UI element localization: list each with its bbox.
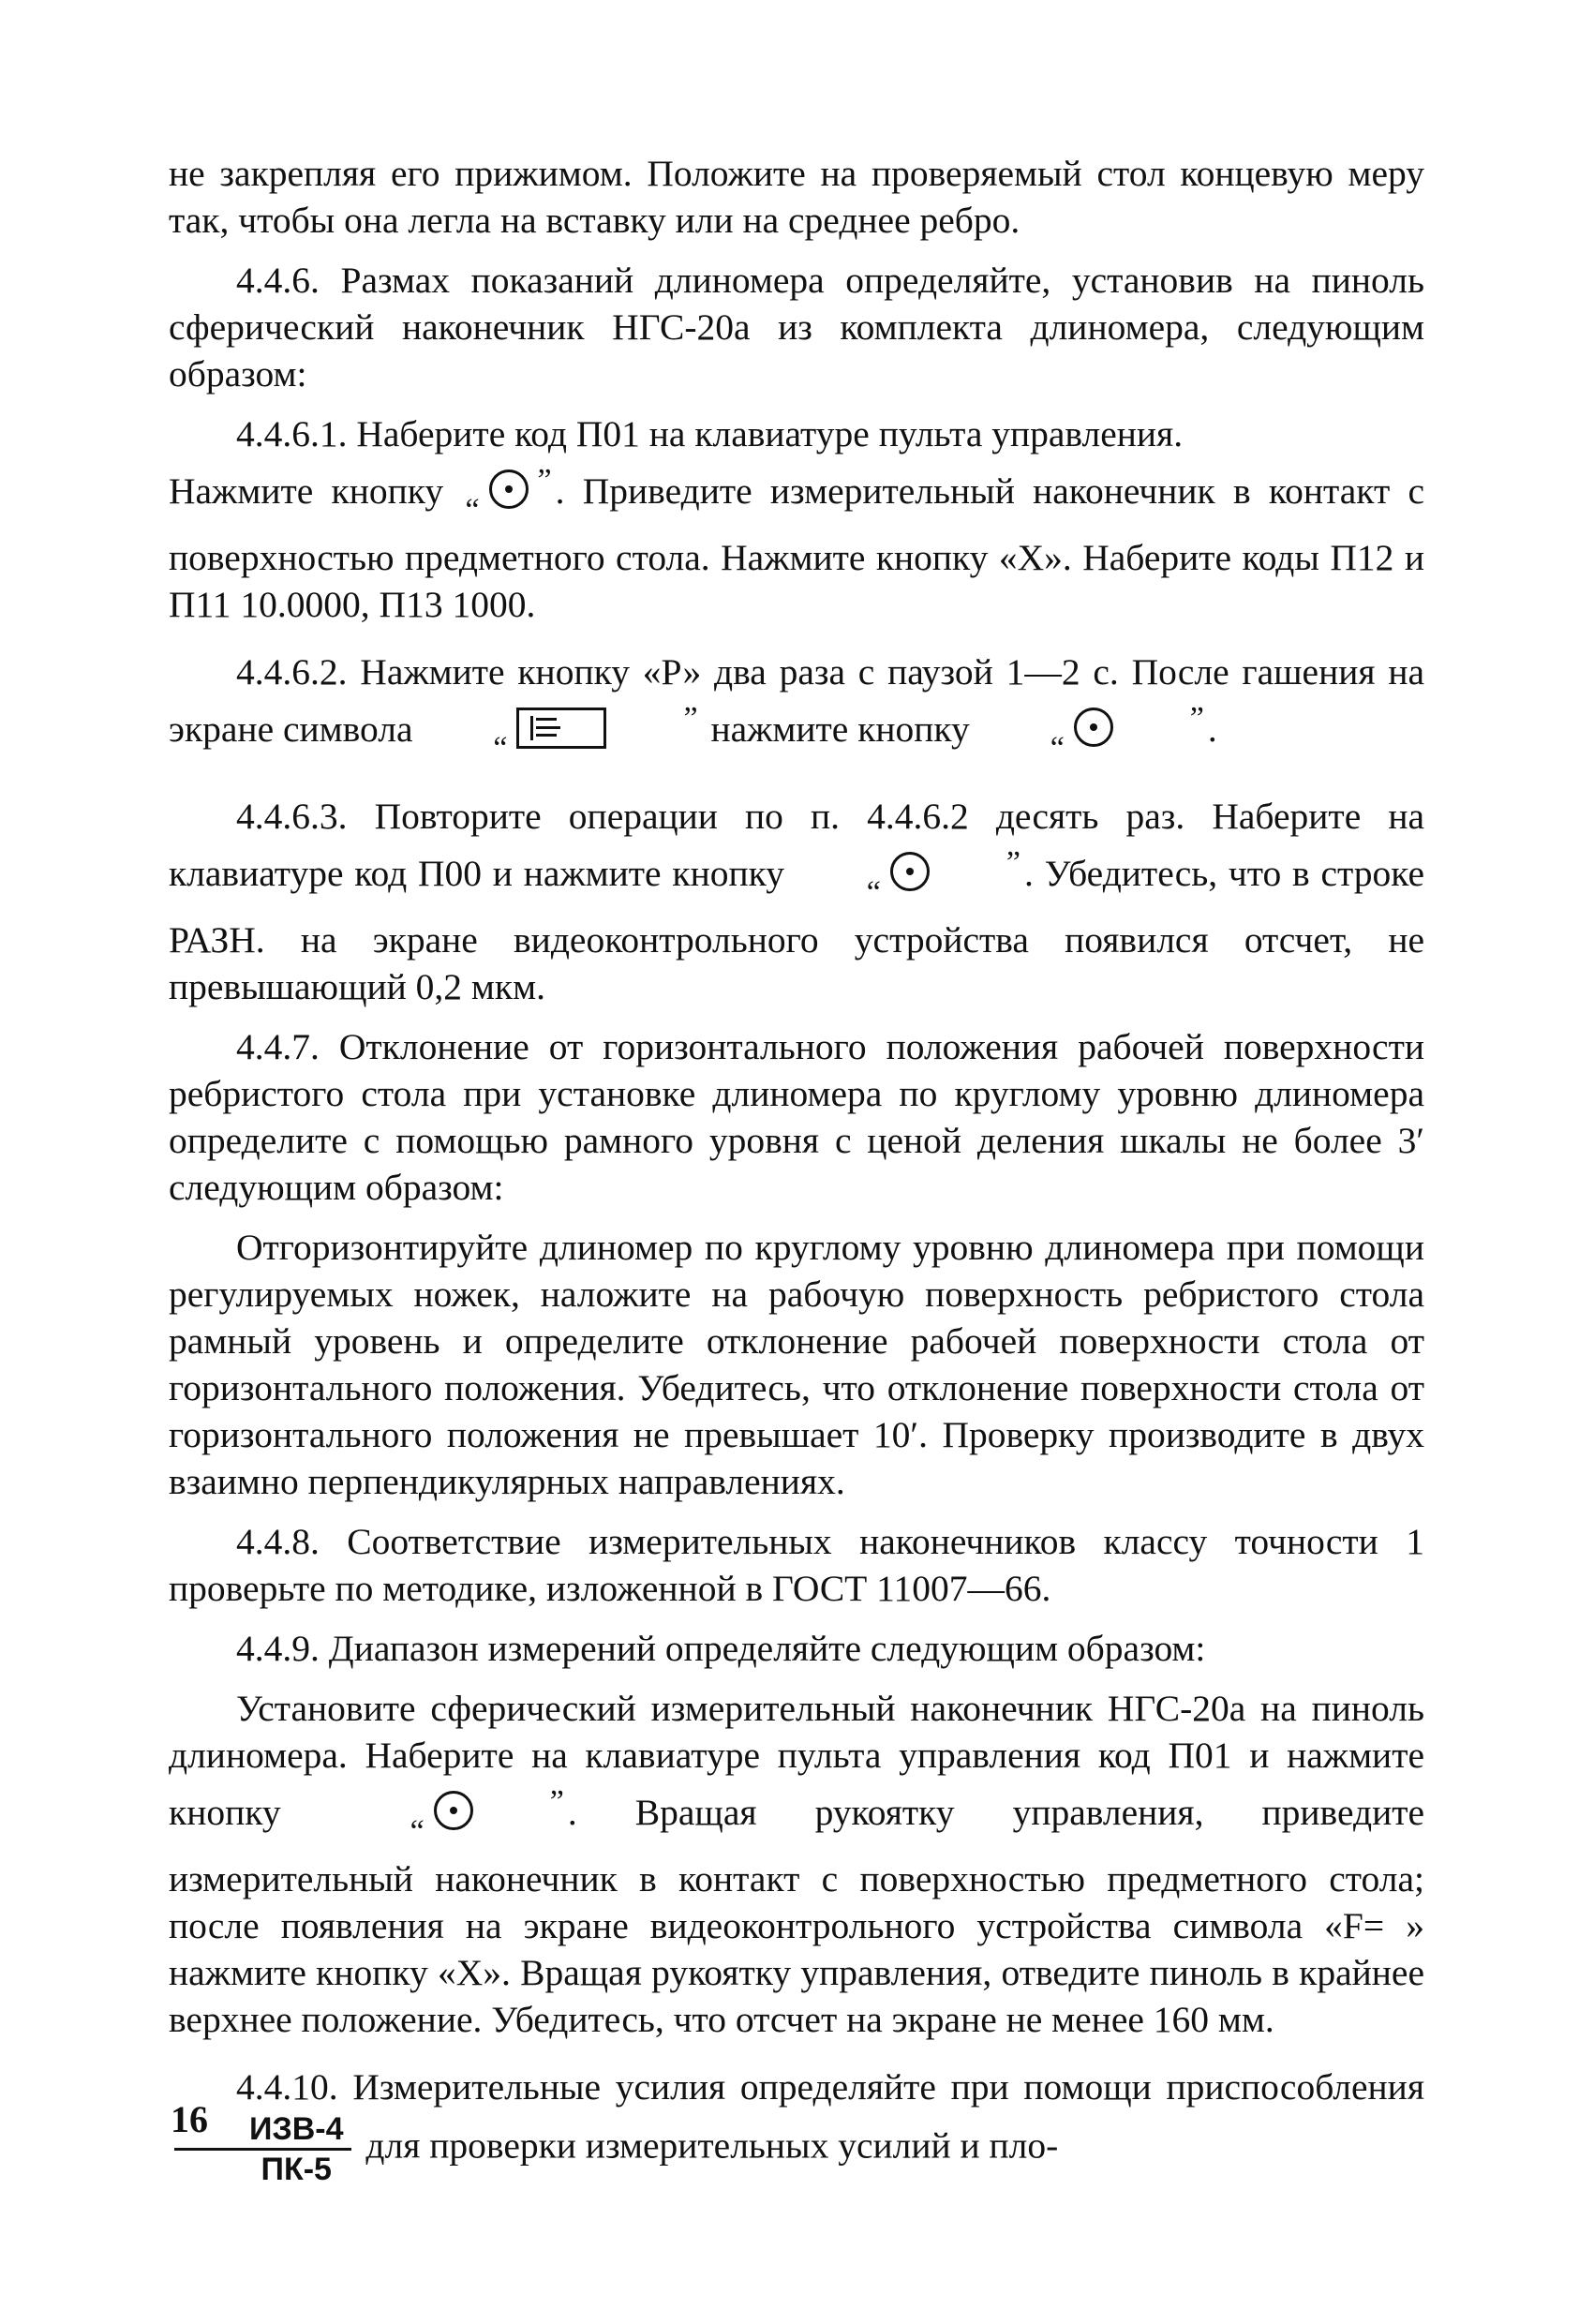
document-page bbox=[169, 150, 1424, 2201]
text: 4.4.6.2. Нажмите кнопку «Р» два раза с паузой 1—2 с. После гашения на экране символа bbox=[169, 651, 1424, 750]
quote-close: ” bbox=[683, 701, 698, 736]
circle-dot-key-icon bbox=[890, 852, 930, 891]
quote-close: ” bbox=[537, 463, 552, 498]
paragraph: не закрепляя его прижимом. Положите на проверяемый стол концевую меру так, чтобы она легла на вставку или на среднее ребро. bbox=[169, 153, 1424, 241]
text: Нажмите кнопку bbox=[169, 470, 444, 512]
quote-open: “ bbox=[866, 875, 881, 910]
quote-open: “ bbox=[465, 493, 480, 528]
text: 4.4.6.3. Повторите операции по п. 4.4.6.2 десять раз. Наберите на клавиатуре код П00 и нажмите кнопку bbox=[169, 796, 1424, 894]
fraction-numerator: ИЗВ-4 bbox=[174, 2110, 351, 2151]
text: 4.4.6.1. Наберите код П01 на клавиатуре пульта управления. bbox=[236, 413, 1184, 454]
page-number: 16 bbox=[171, 2098, 208, 2140]
circle-dot-key-icon bbox=[489, 469, 529, 509]
paragraph-leveling: Отгоризонтируйте длиномер по круглому уровню длиномера при помощи регулируемых ножек, наложите на рабочую поверхность ребристого стола рамный уровень и определите отклонение рабочей поверхности стола от горизонтального положения. Убедитесь, что отклонение поверхности стола от горизонтального положения не превышает 10′. Проверку производите в двух взаимно перпендикулярных направлениях. bbox=[169, 1227, 1424, 1502]
circle-dot-key-icon bbox=[434, 1791, 473, 1830]
text: 4.4.10. Измерительные усилия определяйте при помощи приспособления bbox=[236, 2066, 1424, 2108]
screen-symbol-icon bbox=[516, 708, 606, 749]
quote-close: ” bbox=[1189, 701, 1204, 736]
quote-open: “ bbox=[493, 731, 508, 766]
text: . Приведите измерительный наконечник в контакт с поверхностью предметного стола. Нажмите кнопку «X». Наберите коды П12 и П11 10.0000, П13 1000. bbox=[169, 470, 1425, 625]
paragraph-4-4-6-1-cont bbox=[169, 457, 1424, 628]
text: Установите сферический измерительный наконечник НГС-20а на пиноль длиномера. Наберите на клавиатуре пульта управления код П01 и нажмите кнопку bbox=[169, 1688, 1424, 1833]
paragraph-4-4-6: 4.4.6. Размах показаний длиномера определяйте, установив на пиноль сферический наконечник НГС-20а из комплекта длиномера, следующим образом: bbox=[169, 260, 1424, 395]
paragraph-4-4-9: 4.4.9. Диапазон измерений определяйте следующим образом: bbox=[236, 1628, 1206, 1669]
text: нажмите кнопку bbox=[710, 708, 970, 750]
text: . Вращая рукоятку управления, приведите измерительный наконечник в контакт с поверхностью предметного стола; после появления на экране видеоконтрольного устройства символа «F= » нажмите кнопку «X». Вращая рукоятку управления, отведите пиноль в крайнее верхнее положение. Убедитесь, что отсчет на экране не менее 160 мм. bbox=[169, 1792, 1425, 2040]
quote-open: “ bbox=[1050, 731, 1065, 766]
fraction-denominator: ПК-5 bbox=[261, 2152, 332, 2187]
text: для проверки измерительных усилий и пло- bbox=[365, 2124, 1059, 2167]
paragraph-4-4-6-1 bbox=[169, 410, 1424, 457]
quote-close: ” bbox=[549, 1784, 564, 1819]
circle-dot-key-icon bbox=[1074, 708, 1113, 747]
paragraph-range bbox=[169, 1685, 1424, 2043]
paragraph-4-4-6-3 bbox=[169, 793, 1424, 1010]
paragraph-4-4-7: 4.4.7. Отклонение от горизонтального положения рабочей поверхности ребристого стола при установке длиномера по круглому уровню длиномера определите с помощью рамного уровня с ценой деления шкалы не более 3′ следующим образом: bbox=[169, 1026, 1424, 1208]
quote-close: ” bbox=[1006, 845, 1020, 880]
quote-open: “ bbox=[410, 1814, 425, 1849]
paragraph-4-4-8: 4.4.8. Соответствие измерительных наконечников классу точности 1 проверьте по методике, изложенной в ГОСТ 11007—66. bbox=[169, 1521, 1424, 1609]
paragraph-4-4-10 bbox=[169, 2063, 1424, 2188]
text: . Убедитесь, что в строке РАЗН. на экране видеоконтрольного устройства появился отсчет, не превышающий 0,2 мкм. bbox=[169, 853, 1425, 1007]
paragraph-4-4-6-2: 4.4.6.2. Нажмите кнопку «Р» два раза с паузой 1—2 с. После гашения на экране символа “ ” нажмите кнопку “” . bbox=[169, 648, 1424, 772]
